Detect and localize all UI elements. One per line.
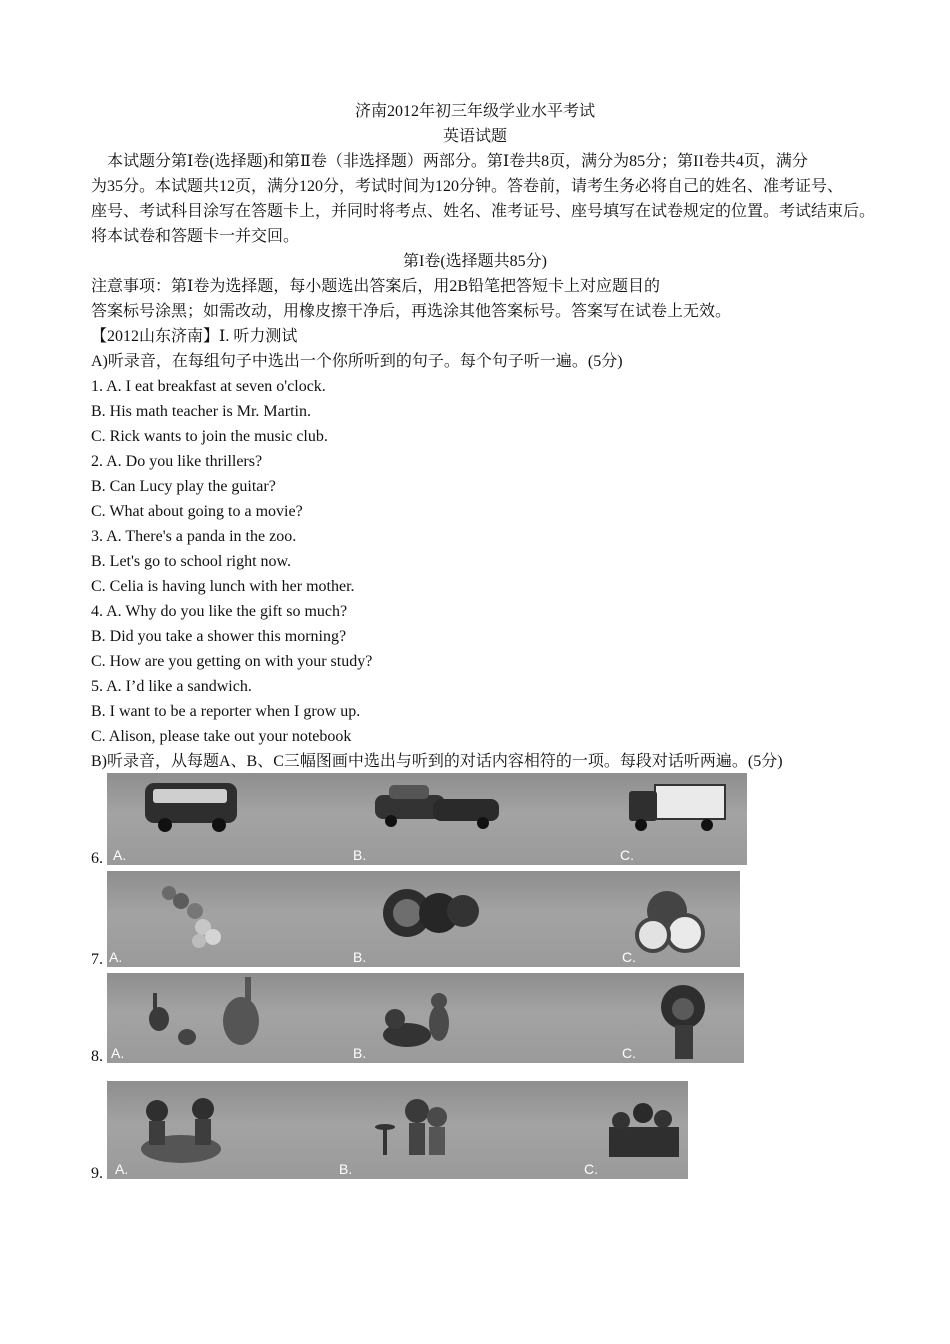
section-b-instruction: B)听录音，从每题A、B、C三幅图画中选出与听到的对话内容相符的一项。每段对话听两遍。(5分) [91,753,783,770]
option-label: A. [113,847,127,863]
option-label: C. [620,847,634,863]
option-label: C. [622,949,636,965]
question-line: C. Celia is having lunch with her mother. [91,578,355,595]
intro-line: 本试题分第Ⅰ卷(选择题)和第Ⅱ卷（非选择题）两部分。第Ⅰ卷共8页，满分为85分；第II卷共4页，满分 [107,153,808,170]
grapes-picture [162,886,221,948]
section-a-instruction: A)听录音，在每组句子中选出一个你所听到的句子。每个句子听一遍。(5分) [91,353,623,370]
question-line: B. Can Lucy play the guitar? [91,478,276,495]
question-number: 6. [91,850,103,867]
question-picture-strip [107,871,740,967]
section-heading: 【2012山东济南】Ⅰ. 听力测试 [91,328,298,345]
option-label: B. [353,1045,367,1061]
truck-picture [629,785,725,831]
rabbits-picture [149,977,259,1045]
notice-line: 注意事项：第Ⅰ卷为选择题，每小题选出答案后，用2B铅笔把答短卡上对应题目的 [91,278,660,295]
bus-picture [145,783,237,832]
question-picture-strip [107,1081,688,1179]
family-picture [609,1103,679,1157]
question-line: 5. A. I’d like a sandwich. [91,678,252,695]
cars-picture [375,785,499,829]
question-number: 8. [91,1048,103,1065]
cats-picture [383,993,449,1047]
question-line: C. Alison, please take out your notebook [91,728,352,745]
question-line: 4. A. Why do you like the gift so much? [91,603,348,620]
tomatoes-picture [383,889,479,937]
question-picture-strip [107,973,744,1063]
option-label: B. [339,1161,353,1177]
option-label: B. [353,847,367,863]
question-line: B. I want to be a reporter when I grow up. [91,703,361,720]
question-line: 3. A. There's a panda in the zoo. [91,528,297,545]
question-line: B. Let's go to school right now. [91,553,292,570]
question-line: C. What about going to a movie? [91,503,303,520]
intro-line: 将本试卷和答题卡一并交回。 [91,228,300,245]
question-line: 1. A. I eat breakfast at seven o'clock. [91,378,326,395]
question-number: 9. [91,1165,103,1182]
intro-line: 座号、考试科目涂写在答题卡上，并同时将考点、姓名、准考证号、座号填写在试卷规定的位置。考试结束后。 [91,203,876,220]
couple-picture [375,1099,447,1155]
question-line: B. His math teacher is Mr. Martin. [91,403,311,420]
lion-picture [661,985,705,1059]
oranges-picture [637,891,703,951]
option-label: A. [111,1045,125,1061]
part-one-heading: 第I卷(选择题共85分) [403,253,547,270]
question-line: B. Did you take a shower this morning? [91,628,347,645]
option-label: C. [622,1045,636,1061]
option-label: A. [109,949,123,965]
question-number: 7. [91,951,103,968]
intro-line: 为35分。本试题共12页，满分120分，考试时间为120分钟。答卷前，请考生务必将自己的姓名、准考证号、 [91,178,844,195]
question-line: C. How are you getting on with your study? [91,653,373,670]
notice-line: 答案标号涂黑；如需改动，用橡皮擦干净后，再选涂其他答案标号。答案写在试卷上无效。 [91,303,732,320]
option-label: C. [584,1161,598,1177]
exam-subtitle: 英语试题 [442,128,507,145]
question-picture-strip [107,773,747,865]
exam-title: 济南2012年初三年级学业水平考试 [354,103,595,120]
question-line: 2. A. Do you like thrillers? [91,453,263,470]
option-label: B. [353,949,367,965]
question-line: C. Rick wants to join the music club. [91,428,328,445]
dinner-table-picture [141,1098,221,1163]
option-label: A. [115,1161,129,1177]
